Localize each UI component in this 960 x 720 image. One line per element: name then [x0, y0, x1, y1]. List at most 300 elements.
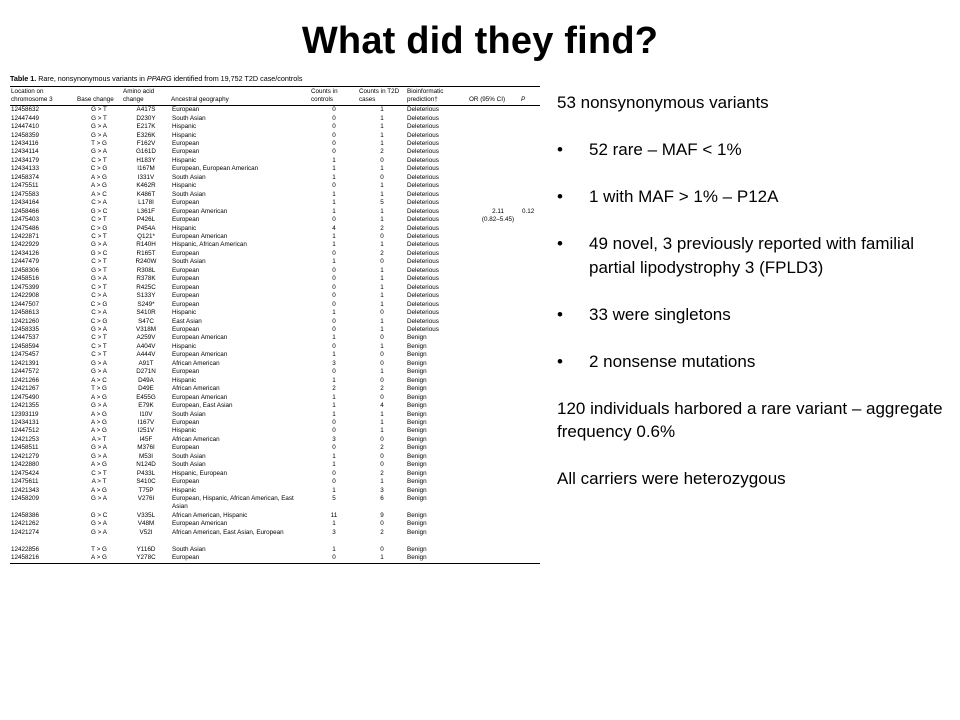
- cell-odds-ratio: [468, 140, 520, 148]
- cell-counts-cases: 2: [380, 148, 384, 156]
- cell-location: 12422856: [11, 545, 40, 553]
- cell-p-value: [520, 182, 540, 190]
- cell-location: 12475486: [11, 224, 40, 232]
- cell-amino-acid-change: K462R: [136, 182, 156, 190]
- cell-amino-acid-change: S410C: [136, 478, 156, 486]
- cell-odds-ratio: [468, 351, 520, 359]
- cell-location: 12434133: [11, 165, 40, 173]
- cell-p-value: [520, 233, 540, 241]
- cell-counts-controls: 11: [330, 512, 338, 520]
- cell-ancestral-geography: European: [170, 554, 310, 563]
- cell-counts-cases: 1: [380, 427, 384, 435]
- cell-p-value: [520, 453, 540, 461]
- cell-counts-cases: 1: [380, 114, 384, 122]
- cell-bioinformatic-prediction: Deleterious: [407, 317, 439, 325]
- cell-p-value: [520, 301, 540, 309]
- cell-ancestral-geography: European: [172, 199, 200, 207]
- odds-ratio-ci: (0.82–5.45): [481, 216, 515, 224]
- cell-base-change: G > A: [91, 495, 107, 503]
- table-row: [10, 241, 540, 249]
- cell-odds-ratio: [468, 394, 520, 402]
- cell-amino-acid-change: M53I: [139, 452, 153, 460]
- cell-p-value: [520, 520, 540, 528]
- cell-amino-acid-change: A91T: [138, 359, 154, 367]
- cell-ancestral-geography: European American: [172, 393, 228, 401]
- cell-odds-ratio: [468, 132, 520, 140]
- table-row: [10, 132, 540, 140]
- cell-bioinformatic-prediction: Benign: [407, 528, 427, 536]
- cell-base-change: C > G: [90, 224, 108, 232]
- table-row: [10, 495, 540, 512]
- cell-counts-cases: 0: [380, 334, 384, 342]
- cell-counts-controls: 1: [332, 402, 336, 410]
- table-row: [10, 402, 540, 410]
- cell-location: 12421266: [11, 376, 40, 384]
- cell-odds-ratio: [468, 377, 520, 385]
- findings-bullet-item: [557, 138, 952, 162]
- cell-ancestral-geography: Hispanic: [172, 309, 197, 317]
- cell-amino-acid-change: D271N: [136, 368, 156, 376]
- bullet-marker: •: [557, 140, 563, 159]
- cell-counts-controls: 2: [332, 385, 336, 393]
- header-counts-cases: Counts in T2D cases: [358, 87, 406, 106]
- table-row: [10, 487, 540, 495]
- cell-location: 12434116: [11, 140, 39, 147]
- cell-counts-controls: 0: [332, 140, 336, 147]
- findings-text: [557, 91, 952, 491]
- cell-ancestral-geography: European: [172, 148, 200, 156]
- cell-counts-cases: 1: [380, 190, 384, 198]
- header-amino-acid-change: Amino acid change: [122, 87, 170, 106]
- cell-amino-acid-change: V335L: [136, 512, 156, 520]
- cell-odds-ratio: [468, 208, 520, 216]
- cell-bioinformatic-prediction: Deleterious: [407, 207, 439, 215]
- cell-odds-ratio: [468, 284, 520, 292]
- cell-location: 12475457: [11, 351, 40, 359]
- cell-location: 12475583: [11, 190, 40, 198]
- cell-base-change: G > A: [91, 359, 107, 367]
- cell-counts-cases: 2: [380, 249, 384, 257]
- cell-odds-ratio: [468, 318, 520, 326]
- cell-amino-acid-change: I167M: [137, 165, 155, 173]
- cell-bioinformatic-prediction: Benign: [407, 486, 427, 494]
- cell-base-change: C > T: [91, 216, 107, 224]
- cell-counts-controls: 0: [332, 275, 336, 283]
- cell-bioinformatic-prediction: Benign: [406, 554, 468, 563]
- cell-base-change: G > A: [91, 452, 107, 460]
- cell-bioinformatic-prediction: Benign: [407, 444, 427, 452]
- cell-base-change: A > G: [91, 173, 107, 181]
- cell-counts-cases: 1: [380, 292, 384, 300]
- cell-odds-ratio: [468, 182, 520, 190]
- cell-odds-ratio: [468, 529, 520, 546]
- cell-counts-cases: 6: [380, 495, 384, 503]
- cell-bioinformatic-prediction: Deleterious: [407, 283, 439, 291]
- cell-ancestral-geography: European, East Asian: [172, 402, 233, 410]
- table-row: [10, 182, 540, 190]
- cell-amino-acid-change: I251V: [137, 427, 155, 435]
- table-row: [10, 427, 540, 435]
- cell-p-value: [520, 292, 540, 300]
- cell-amino-acid-change: S249*: [137, 300, 155, 308]
- cell-bioinformatic-prediction: Deleterious: [407, 123, 439, 131]
- cell-bioinformatic-prediction: Deleterious: [407, 114, 439, 122]
- findings-bullet-item: [557, 232, 952, 279]
- cell-odds-ratio: [468, 334, 520, 342]
- cell-p-value: [520, 554, 540, 563]
- cell-odds-ratio: [468, 385, 520, 393]
- cell-base-change: G > C: [90, 512, 108, 520]
- table-row: [10, 123, 540, 131]
- cell-counts-controls: 0: [332, 182, 336, 190]
- cell-amino-acid-change: V48M: [137, 520, 155, 528]
- cell-counts-controls: 1: [332, 190, 336, 198]
- cell-counts-controls: 0: [332, 418, 336, 426]
- cell-base-change: G > A: [91, 275, 107, 283]
- odds-ratio-value: 2.11: [492, 207, 504, 215]
- cell-counts-controls: 1: [332, 486, 336, 494]
- cell-base-change: G > C: [90, 249, 108, 257]
- cell-base-change: A > T: [91, 478, 107, 486]
- cell-ancestral-geography: European: [172, 106, 200, 114]
- cell-amino-acid-change: D49A: [138, 376, 154, 384]
- cell-counts-cases: 1: [358, 554, 406, 563]
- cell-p-value: [520, 157, 540, 165]
- table-row: [10, 250, 540, 258]
- cell-ancestral-geography: European: [172, 368, 200, 376]
- cell-amino-acid-change: L178I: [138, 199, 154, 207]
- cell-counts-cases: 0: [380, 309, 384, 317]
- cell-location: 12458216: [10, 554, 76, 563]
- cell-counts-controls: 0: [332, 478, 336, 486]
- cell-base-change: T > G: [91, 545, 107, 553]
- cell-bioinformatic-prediction: Benign: [407, 376, 427, 384]
- table-row: [10, 318, 540, 326]
- cell-bioinformatic-prediction: Deleterious: [407, 148, 439, 156]
- cell-location: 12422908: [11, 292, 40, 300]
- cell-location: 12434114: [11, 148, 39, 156]
- cell-bioinformatic-prediction: Deleterious: [407, 325, 439, 333]
- cell-counts-controls: 0: [332, 216, 336, 224]
- cell-bioinformatic-prediction: Benign: [407, 334, 427, 342]
- cell-counts-cases: 0: [380, 452, 384, 460]
- cell-odds-ratio: [468, 411, 520, 419]
- cell-amino-acid-change: Y278C: [122, 554, 170, 563]
- cell-ancestral-geography: European: [172, 266, 200, 274]
- cell-p-value: [520, 385, 540, 393]
- cell-odds-ratio: [468, 470, 520, 478]
- cell-odds-ratio: [468, 275, 520, 283]
- cell-counts-cases: 4: [380, 402, 384, 410]
- cell-bioinformatic-prediction: Benign: [407, 368, 427, 376]
- table-row: [10, 140, 540, 148]
- cell-base-change: G > A: [91, 241, 107, 249]
- cell-base-change: A > G: [91, 182, 107, 190]
- cell-odds-ratio: [468, 487, 520, 495]
- cell-counts-controls: 1: [332, 173, 336, 181]
- cell-p-value: [520, 123, 540, 131]
- cell-amino-acid-change: R378K: [136, 275, 156, 283]
- cell-amino-acid-change: I167V: [137, 418, 155, 426]
- table-row: [10, 309, 540, 317]
- cell-counts-cases: 2: [380, 444, 384, 452]
- cell-odds-ratio: [468, 554, 520, 563]
- table-row: [10, 351, 540, 359]
- cell-counts-cases: 1: [380, 216, 384, 224]
- cell-counts-cases: 1: [380, 368, 384, 376]
- cell-amino-acid-change: S410R: [136, 309, 156, 317]
- cell-amino-acid-change: D230Y: [136, 114, 156, 122]
- cell-bioinformatic-prediction: Benign: [407, 342, 427, 350]
- cell-base-change: C > G: [90, 300, 108, 308]
- cell-counts-cases: 0: [380, 545, 384, 553]
- cell-amino-acid-change: P426L: [136, 216, 156, 224]
- cell-base-change: G > A: [91, 368, 107, 376]
- cell-odds-ratio: [468, 402, 520, 410]
- table-header-row: [10, 87, 540, 106]
- cell-base-change: G > A: [91, 148, 107, 156]
- cell-bioinformatic-prediction: Deleterious: [407, 216, 439, 224]
- table-caption-text-a: Rare, nonsynonymous variants in: [38, 74, 147, 83]
- cell-base-change: G > A: [91, 123, 107, 131]
- cell-counts-cases: 1: [380, 140, 384, 147]
- cell-counts-cases: 0: [380, 376, 384, 384]
- cell-ancestral-geography: European: [172, 140, 200, 147]
- p-value: 0.12: [522, 207, 535, 215]
- cell-odds-ratio: [468, 520, 520, 528]
- cell-location: 12458306: [11, 266, 40, 274]
- cell-counts-cases: 1: [380, 342, 384, 350]
- table-row: [10, 208, 540, 216]
- cell-location: 12421267: [11, 385, 40, 393]
- cell-bioinformatic-prediction: Deleterious: [407, 309, 439, 317]
- cell-bioinformatic-prediction: Deleterious: [407, 275, 439, 283]
- cell-location: 12421262: [11, 520, 40, 528]
- table-row: [10, 301, 540, 309]
- cell-counts-controls: 1: [332, 207, 336, 215]
- cell-counts-cases: 1: [380, 123, 384, 131]
- cell-amino-acid-change: N124D: [136, 461, 156, 469]
- findings-bullet-list: [557, 138, 952, 373]
- cell-counts-controls: 1: [332, 232, 336, 240]
- cell-odds-ratio: [468, 360, 520, 368]
- cell-counts-controls: 3: [332, 359, 336, 367]
- table-caption-label: Table 1.: [10, 74, 37, 83]
- cell-p-value: [520, 326, 540, 334]
- findings-bullet-item: [557, 350, 952, 374]
- cell-ancestral-geography: Hispanic: [172, 156, 197, 164]
- bullet-marker: •: [557, 351, 563, 371]
- table-row: [10, 368, 540, 376]
- cell-bioinformatic-prediction: Deleterious: [407, 300, 439, 308]
- table-caption: [10, 73, 542, 85]
- cell-ancestral-geography: European: [172, 325, 200, 333]
- bullet-marker: •: [557, 234, 563, 253]
- cell-counts-cases: 0: [380, 173, 384, 181]
- table-row: [10, 419, 540, 427]
- table-row: [10, 461, 540, 469]
- cell-counts-controls: 0: [332, 114, 336, 122]
- cell-ancestral-geography: Hispanic: [172, 131, 197, 139]
- cell-amino-acid-change: P433L: [136, 469, 156, 477]
- cell-counts-controls: 4: [332, 224, 336, 232]
- cell-ancestral-geography: South Asian: [172, 114, 206, 122]
- cell-counts-cases: 0: [380, 351, 384, 359]
- cell-counts-cases: 2: [380, 224, 384, 232]
- cell-base-change: A > C: [91, 190, 107, 198]
- cell-base-change: C > T: [91, 283, 107, 291]
- cell-amino-acid-change: I331V: [137, 173, 155, 181]
- cell-location: 12458613: [11, 309, 40, 317]
- cell-base-change: C > A: [91, 309, 107, 317]
- cell-bioinformatic-prediction: Deleterious: [407, 173, 439, 181]
- cell-ancestral-geography: European, European American: [172, 165, 259, 173]
- cell-amino-acid-change: R240W: [135, 258, 157, 266]
- cell-ancestral-geography: European American: [172, 207, 228, 215]
- cell-amino-acid-change: F162V: [136, 140, 156, 147]
- cell-p-value: [520, 106, 540, 115]
- cell-amino-acid-change: I10V: [139, 410, 153, 418]
- cell-p-value: [520, 309, 540, 317]
- cell-counts-cases: 1: [380, 317, 384, 325]
- bullet-text: 49 novel, 3 previously reported with familial partial lipodystrophy 3 (FPLD3): [589, 234, 915, 277]
- cell-counts-controls: 1: [332, 165, 336, 173]
- cell-location: 12458386: [11, 512, 40, 520]
- slide-title: What did they find?: [301, 20, 659, 62]
- cell-bioinformatic-prediction: Benign: [407, 393, 427, 401]
- table-row: [10, 275, 540, 283]
- table-row: [10, 436, 540, 444]
- variants-table-body: [10, 106, 540, 564]
- cell-bioinformatic-prediction: Benign: [407, 435, 427, 443]
- cell-location: 12422871: [11, 232, 40, 240]
- cell-base-change: A > G: [91, 486, 107, 494]
- cell-odds-ratio: [468, 444, 520, 452]
- cell-counts-cases: 2: [380, 528, 384, 536]
- header-location: Location on chromosome 3: [10, 87, 76, 106]
- table-caption-gene: PPARG: [146, 74, 172, 83]
- cell-base-change: G > C: [90, 207, 108, 215]
- cell-counts-cases: 2: [380, 469, 384, 477]
- cell-counts-controls: 3: [332, 435, 336, 443]
- cell-counts-cases: 0: [380, 520, 384, 528]
- table-row: [10, 478, 540, 486]
- cell-bioinformatic-prediction: Deleterious: [407, 199, 439, 207]
- table-row: [10, 157, 540, 165]
- cell-odds-ratio: [468, 436, 520, 444]
- cell-location: 12458516: [11, 275, 40, 283]
- cell-ancestral-geography: European American: [172, 520, 228, 528]
- cell-ancestral-geography: African American: [172, 435, 220, 443]
- cell-odds-ratio: [468, 106, 520, 115]
- cell-bioinformatic-prediction: Benign: [407, 545, 427, 553]
- cell-base-change: T > G: [91, 385, 107, 393]
- cell-counts-cases: 1: [380, 182, 384, 190]
- findings-intro: 53 nonsynonymous variants: [557, 93, 769, 112]
- cell-ancestral-geography: African American: [172, 385, 220, 393]
- table-row: [10, 148, 540, 156]
- cell-base-change: G > A: [91, 325, 107, 333]
- cell-p-value: [520, 216, 540, 224]
- cell-location: 12458466: [11, 207, 40, 215]
- cell-location: 12447512: [11, 427, 40, 435]
- cell-odds-ratio: [468, 546, 520, 554]
- cell-counts-cases: 1: [380, 165, 384, 173]
- cell-p-value: [520, 487, 540, 495]
- cell-counts-cases: 1: [380, 300, 384, 308]
- findings-bullet-item: [557, 185, 952, 209]
- cell-counts-cases: 1: [380, 410, 384, 418]
- cell-ancestral-geography: South Asian: [172, 190, 206, 198]
- cell-amino-acid-change: V318M: [136, 325, 156, 333]
- cell-bioinformatic-prediction: Benign: [407, 495, 427, 503]
- table-row: [10, 343, 540, 351]
- table-row: [10, 385, 540, 393]
- cell-bioinformatic-prediction: Benign: [407, 385, 427, 393]
- cell-base-change: G > A: [91, 402, 107, 410]
- cell-counts-cases: 0: [380, 393, 384, 401]
- header-p-value: P: [520, 87, 540, 106]
- cell-bioinformatic-prediction: Deleterious: [407, 249, 439, 257]
- cell-p-value: [520, 132, 540, 140]
- cell-odds-ratio: [468, 368, 520, 376]
- cell-counts-controls: 1: [332, 156, 336, 164]
- cell-bioinformatic-prediction: Benign: [407, 512, 427, 520]
- cell-counts-controls: 0: [310, 554, 358, 563]
- cell-location: 12447479: [11, 258, 40, 266]
- cell-counts-cases: 0: [380, 435, 384, 443]
- table-row: [10, 512, 540, 520]
- cell-amino-acid-change: R140H: [136, 241, 156, 249]
- cell-bioinformatic-prediction: Deleterious: [407, 258, 439, 266]
- cell-counts-controls: 1: [332, 461, 336, 469]
- cell-location: 12458335: [11, 325, 40, 333]
- cell-p-value: [520, 444, 540, 452]
- cell-p-value: [520, 148, 540, 156]
- cell-counts-controls: 0: [332, 249, 336, 257]
- cell-counts-cases: 5: [380, 199, 384, 207]
- cell-location: 12447507: [11, 300, 40, 308]
- cell-p-value: [520, 360, 540, 368]
- cell-p-value: [520, 495, 540, 512]
- cell-bioinformatic-prediction: Deleterious: [407, 182, 439, 190]
- cell-ancestral-geography: European: [172, 444, 200, 452]
- cell-base-change: A > G: [91, 418, 107, 426]
- cell-p-value: [520, 427, 540, 435]
- table-row: [10, 233, 540, 241]
- cell-p-value: [520, 267, 540, 275]
- cell-amino-acid-change: E326K: [136, 131, 156, 139]
- cell-odds-ratio: [468, 292, 520, 300]
- cell-bioinformatic-prediction: Deleterious: [407, 241, 439, 249]
- cell-location: 12422880: [11, 461, 40, 469]
- cell-counts-controls: 0: [332, 444, 336, 452]
- cell-location: 12475399: [11, 283, 40, 291]
- cell-bioinformatic-prediction: Benign: [407, 410, 427, 418]
- cell-amino-acid-change: P454A: [136, 224, 156, 232]
- table-caption-text-b: identified from 19,752 T2D case/controls: [171, 74, 303, 83]
- cell-counts-controls: 1: [332, 199, 336, 207]
- cell-p-value: [520, 394, 540, 402]
- findings-bullet-item: [557, 303, 952, 327]
- cell-p-value: [520, 208, 540, 216]
- cell-bioinformatic-prediction: Benign: [407, 427, 427, 435]
- cell-base-change: G > A: [91, 528, 107, 536]
- cell-ancestral-geography: European: [172, 249, 200, 257]
- cell-p-value: [520, 411, 540, 419]
- cell-base-change: G > A: [91, 520, 107, 528]
- cell-ancestral-geography: European: [172, 292, 200, 300]
